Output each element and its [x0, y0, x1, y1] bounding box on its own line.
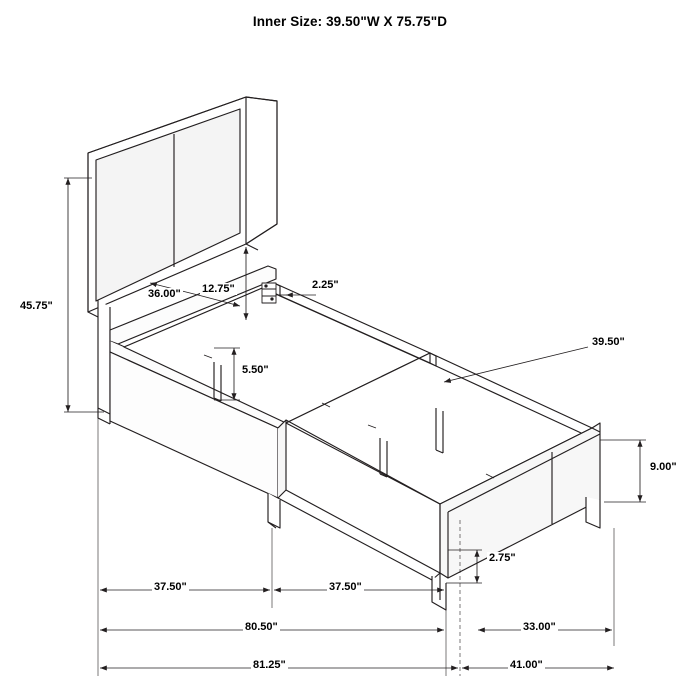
dim-label-span-33-00: 33.00": [523, 621, 556, 633]
rail-bracket: [262, 283, 276, 303]
dim-label-seg-left-37-50: 37.50": [154, 581, 187, 593]
dim-label-height-45-75: 45.75": [20, 300, 53, 312]
dim-label-panel-36: 36.00": [148, 288, 181, 300]
dim-label-span-81-25: 81.25": [253, 659, 286, 671]
dim-label-span-41-00: 41.00": [510, 659, 543, 671]
dim-label-foot-2-75: 2.75": [489, 552, 516, 564]
bed-outline: [88, 97, 600, 610]
dim-label-slat-12-75: 12.75": [202, 283, 235, 295]
dim-label-offset-2-25: 2.25": [312, 279, 339, 291]
dim-label-width-39-50: 39.50": [592, 336, 625, 348]
dim-label-rail-9-00: 9.00": [650, 461, 677, 473]
dim-label-leg-5-50: 5.50": [242, 364, 269, 376]
headboard-legs: [98, 300, 110, 424]
dim-label-span-80-50: 80.50": [245, 621, 278, 633]
dim-label-seg-right-37-50: 37.50": [329, 581, 362, 593]
page-title: Inner Size: 39.50"W X 75.75"D: [252, 14, 448, 29]
